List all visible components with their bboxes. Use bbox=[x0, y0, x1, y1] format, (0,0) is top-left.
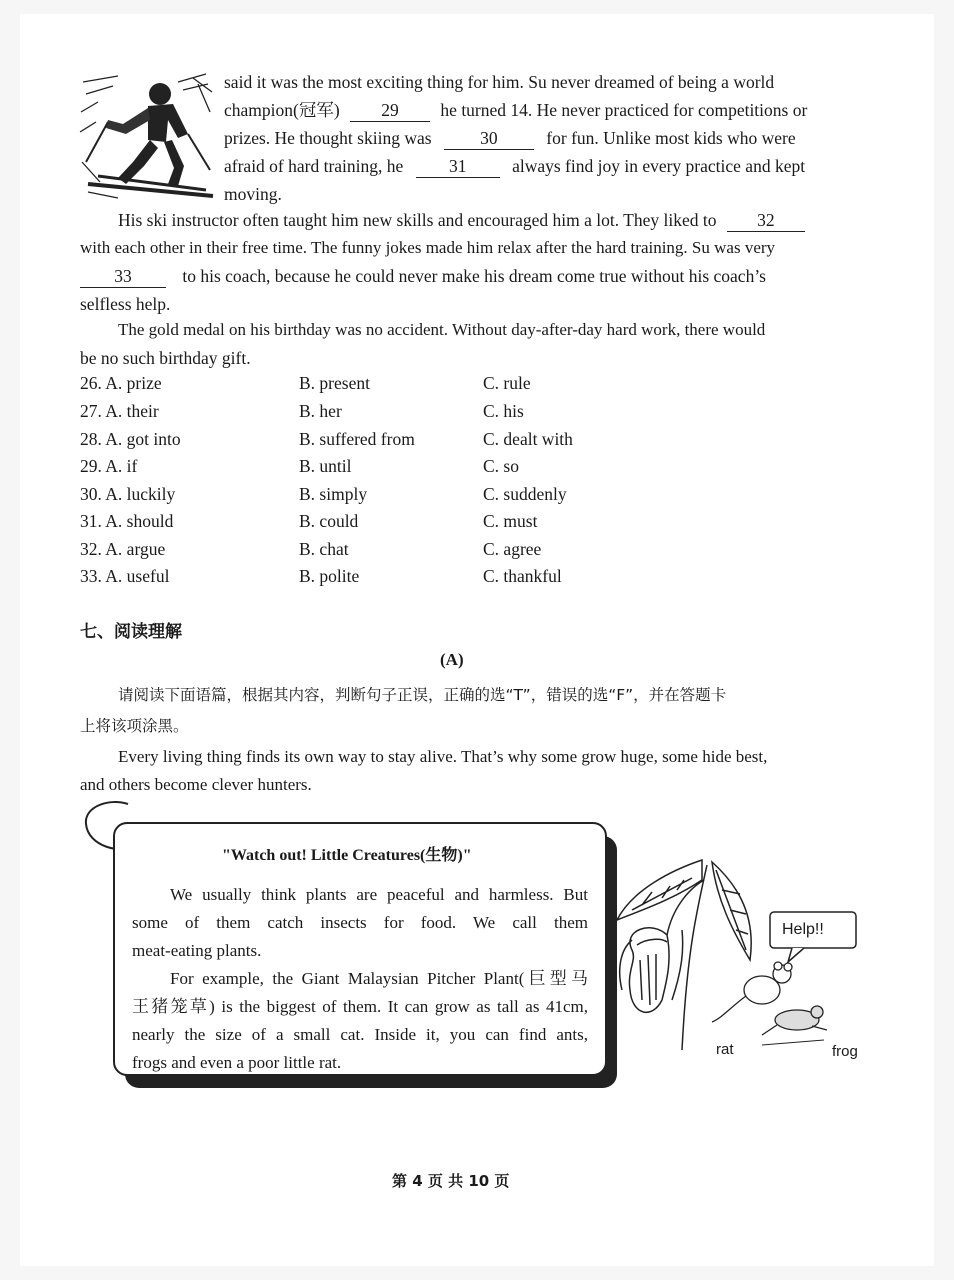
paragraph-2-line-1 bbox=[118, 206, 805, 234]
frog-label: frog bbox=[832, 1043, 858, 1060]
article-line-5: 王猪笼草) is the biggest of them. It can grow as tall as 41cm, bbox=[132, 997, 588, 1016]
article-line-3: meat-eating plants. bbox=[132, 941, 262, 960]
option-c: C. must bbox=[483, 511, 538, 531]
option-a: 33. A. useful bbox=[80, 566, 170, 586]
option-a: 28. A. got into bbox=[80, 429, 181, 449]
option-b: B. polite bbox=[299, 566, 360, 586]
passage-text: always find joy in every practice and kept bbox=[512, 156, 806, 176]
option-c: C. agree bbox=[483, 539, 542, 559]
part-label: (A) bbox=[440, 650, 464, 669]
passage-line-4 bbox=[224, 152, 805, 180]
intro-line-2: and others become clever hunters. bbox=[80, 775, 312, 794]
option-c: C. thankful bbox=[483, 566, 562, 586]
blank-30: 30 bbox=[444, 127, 534, 150]
passage-line-1: said it was the most exciting thing for him. Su never dreamed of being a world bbox=[224, 72, 775, 92]
passage-text: afraid of hard training, he bbox=[224, 156, 404, 176]
intro-line-1: Every living thing finds its own way to stay alive. That’s why some grow huge, some hide best, bbox=[118, 747, 768, 766]
passage-text: to his coach, because he could never make his dream come true without his coach’s bbox=[182, 266, 766, 286]
passage-line-2 bbox=[224, 96, 807, 124]
option-c: C. his bbox=[483, 401, 524, 421]
paragraph-2-line-2: with each other in their free time. The funny jokes made him relax after the hard training. Su was very bbox=[80, 238, 776, 257]
instruction-line-2: 上将该项涂黑。 bbox=[80, 717, 189, 735]
paragraph-2-line-3 bbox=[80, 262, 766, 290]
option-b: B. could bbox=[299, 511, 359, 531]
option-a: 31. A. should bbox=[80, 511, 174, 531]
article-line-6: nearly the size of a small cat. Inside it, you can find ants, bbox=[132, 1025, 588, 1044]
section-title: 七、阅读理解 bbox=[80, 622, 182, 642]
option-a: 26. A. prize bbox=[80, 373, 162, 393]
article-line-2: some of them catch insects for food. We call them bbox=[132, 913, 588, 932]
article-line-1: We usually think plants are peaceful and harmless. But bbox=[170, 885, 588, 904]
passage-line-3 bbox=[224, 124, 796, 152]
option-a: 30. A. luckily bbox=[80, 484, 176, 504]
rat-label: rat bbox=[716, 1041, 734, 1058]
paragraph-2-line-4: selfless help. bbox=[80, 294, 171, 314]
pitcher-plant-illustration bbox=[612, 850, 862, 1070]
option-c: C. suddenly bbox=[483, 484, 567, 504]
paragraph-3-line-2: be no such birthday gift. bbox=[80, 348, 251, 368]
article-title: "Watch out! Little Creatures(生物)" bbox=[222, 847, 472, 864]
passage-text: His ski instructor often taught him new skills and encouraged him a lot. They liked to bbox=[118, 210, 717, 230]
option-c: C. rule bbox=[483, 373, 531, 393]
article-line-7: frogs and even a poor little rat. bbox=[132, 1053, 342, 1072]
blank-29: 29 bbox=[350, 99, 430, 122]
paragraph-3-line-1: The gold medal on his birthday was no accident. Without day-after-day hard work, there would bbox=[118, 320, 766, 339]
page-number: 第 4 页 共 10 页 bbox=[392, 1172, 510, 1190]
instruction-line-1: 请阅读下面语篇，根据其内容，判断句子正误，正确的选“T”，错误的选“F”，并在答题卡 bbox=[118, 686, 727, 704]
skier-illustration bbox=[78, 72, 214, 202]
help-bubble-text: Help!! bbox=[782, 921, 824, 938]
blank-31: 31 bbox=[416, 155, 500, 178]
passage-text: he turned 14. He never practiced for competitions or bbox=[440, 100, 808, 120]
option-b: B. her bbox=[299, 401, 342, 421]
option-b: B. present bbox=[299, 373, 370, 393]
option-c: C. so bbox=[483, 456, 519, 476]
option-b: B. suffered from bbox=[299, 429, 415, 449]
option-a: 32. A. argue bbox=[80, 539, 166, 559]
blank-33: 33 bbox=[80, 265, 166, 288]
option-b: B. until bbox=[299, 456, 352, 476]
passage-text: for fun. Unlike most kids who were bbox=[546, 128, 796, 148]
blank-32: 32 bbox=[727, 209, 805, 232]
article-line-4: For example, the Giant Malaysian Pitcher Plant(巨型马 bbox=[170, 969, 588, 988]
option-c: C. dealt with bbox=[483, 429, 573, 449]
option-b: B. simply bbox=[299, 484, 368, 504]
option-a: 29. A. if bbox=[80, 456, 138, 476]
option-a: 27. A. their bbox=[80, 401, 159, 421]
passage-text: prizes. He thought skiing was bbox=[224, 128, 432, 148]
option-b: B. chat bbox=[299, 539, 349, 559]
passage-line-5: moving. bbox=[224, 184, 282, 204]
passage-text: champion(冠军) bbox=[224, 100, 340, 120]
